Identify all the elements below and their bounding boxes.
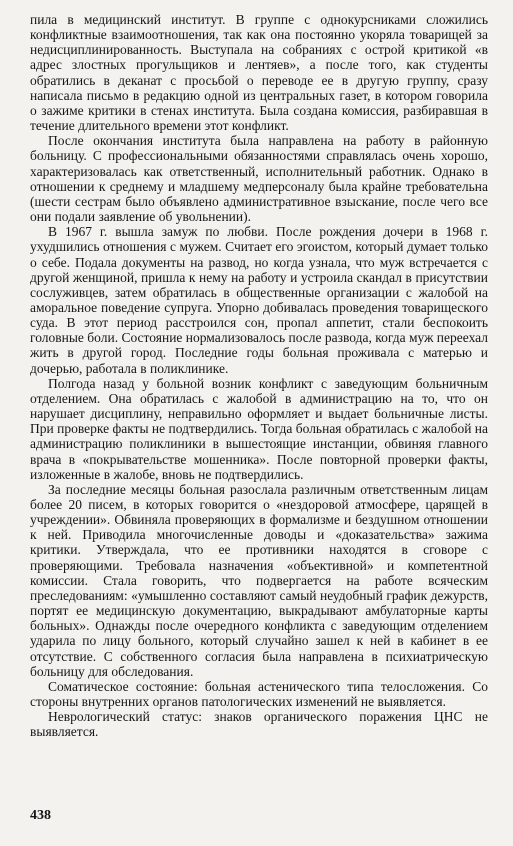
paragraph-7: Неврологический статус: знаков органического поражения ЦНС не выявляется.	[30, 709, 488, 740]
page-number: 438	[30, 808, 51, 823]
paragraph-3: В 1967 г. вышла замуж по любви. После рождения дочери в 1968 г. ухудшились отношения с мужем. Считает его эгоистом, который думает только о себе. Подала документы на развод, но когда узнала, что муж встречается с другой женщиной, пришла к нему на работу и устроила скандал в присутствии сослуживцев, затем обратилась в общественные организации с жалобой на аморальное поведение супруга. Упорно добивалась проведения товарищеского суда. В этот период расстроился сон, пропал аппетит, стали беспокоить головные боли. Состояние нормализовалось после развода, когда муж переехал жить в другой город. Последние годы больная проживала с матерью и дочерью, работала в поликлинике.	[30, 224, 488, 376]
body-text	[30, 12, 488, 740]
paragraph-1: пила в медицинский институт. В группе с однокурсниками сложились конфликтные взаимоотношения, так как она постоянно укоряла товарищей за недисциплинированность. Выступала на собраниях с острой критикой «в адрес злостных прогульщиков и лентяев», а после того, как студенты обратились в деканат с просьбой о переводе ее в другую группу, сразу написала письмо в редакцию одной из центральных газет, в котором говорила о зажиме критики в стенах института. Была создана комиссия, разбиравшая в течение длительного времени этот конфликт.	[30, 12, 488, 134]
paragraph-4: Полгода назад у больной возник конфликт с заведующим больничным отделением. Она обратилась с жалобой в администрацию на то, что он нарушает дисциплину, неправильно оформляет и выдает больничные листы. При проверке факты не подтвердились. Тогда больная обратилась с жалобой на администрацию поликлиники в вышестоящие инстанции, обвиняя главного врача в «покрывательстве мошенника». После повторной проверки факты, изложенные в жалобе, вновь не подтвердились.	[30, 375, 489, 482]
paragraph-6: Соматическое состояние: больная астенического типа телосложения. Со стороны внутренних органов патологических изменений не выявляется.	[30, 678, 488, 710]
paragraph-2: После окончания института была направлена на работу в районную больницу. С профессиональными обязанностями справлялась очень хорошо, характеризовалась как ответственный, исполнительный работник. Однако в отношении к среднему и младшему медперсоналу была крайне требовательна (шести сестрам было объявлено административное взыскание, после чего все они подали заявление об увольнении).	[30, 133, 488, 225]
paragraph-5: За последние месяцы больная разослала различным ответственным лицам более 20 писем, в которых говорится о «нездоровой атмосфере, царящей в учреждении». Обвиняла проверяющих в формализме и бездушном отношении к ней. Приводила многочисленные доводы и «доказательства» зажима критики. Утверждала, что ее противники находятся в сговоре с проверяющими. Требовала назначения «объективной» и компетентной комиссии. Стала говорить, что подвергается на работе всяческим преследованиям: «умышленно составляют самый неудобный график дежурств, портят ее медицинскую документацию, выкрадывают амбулаторные карты больных». Однажды после очередного конфликта с заведующим отделением ударила по лицу больного, который случайно зашел к ней в кабинет в ее отсутствие. С собственного согласия была направлена в психиатрическую больницу для обследования.	[30, 481, 488, 679]
